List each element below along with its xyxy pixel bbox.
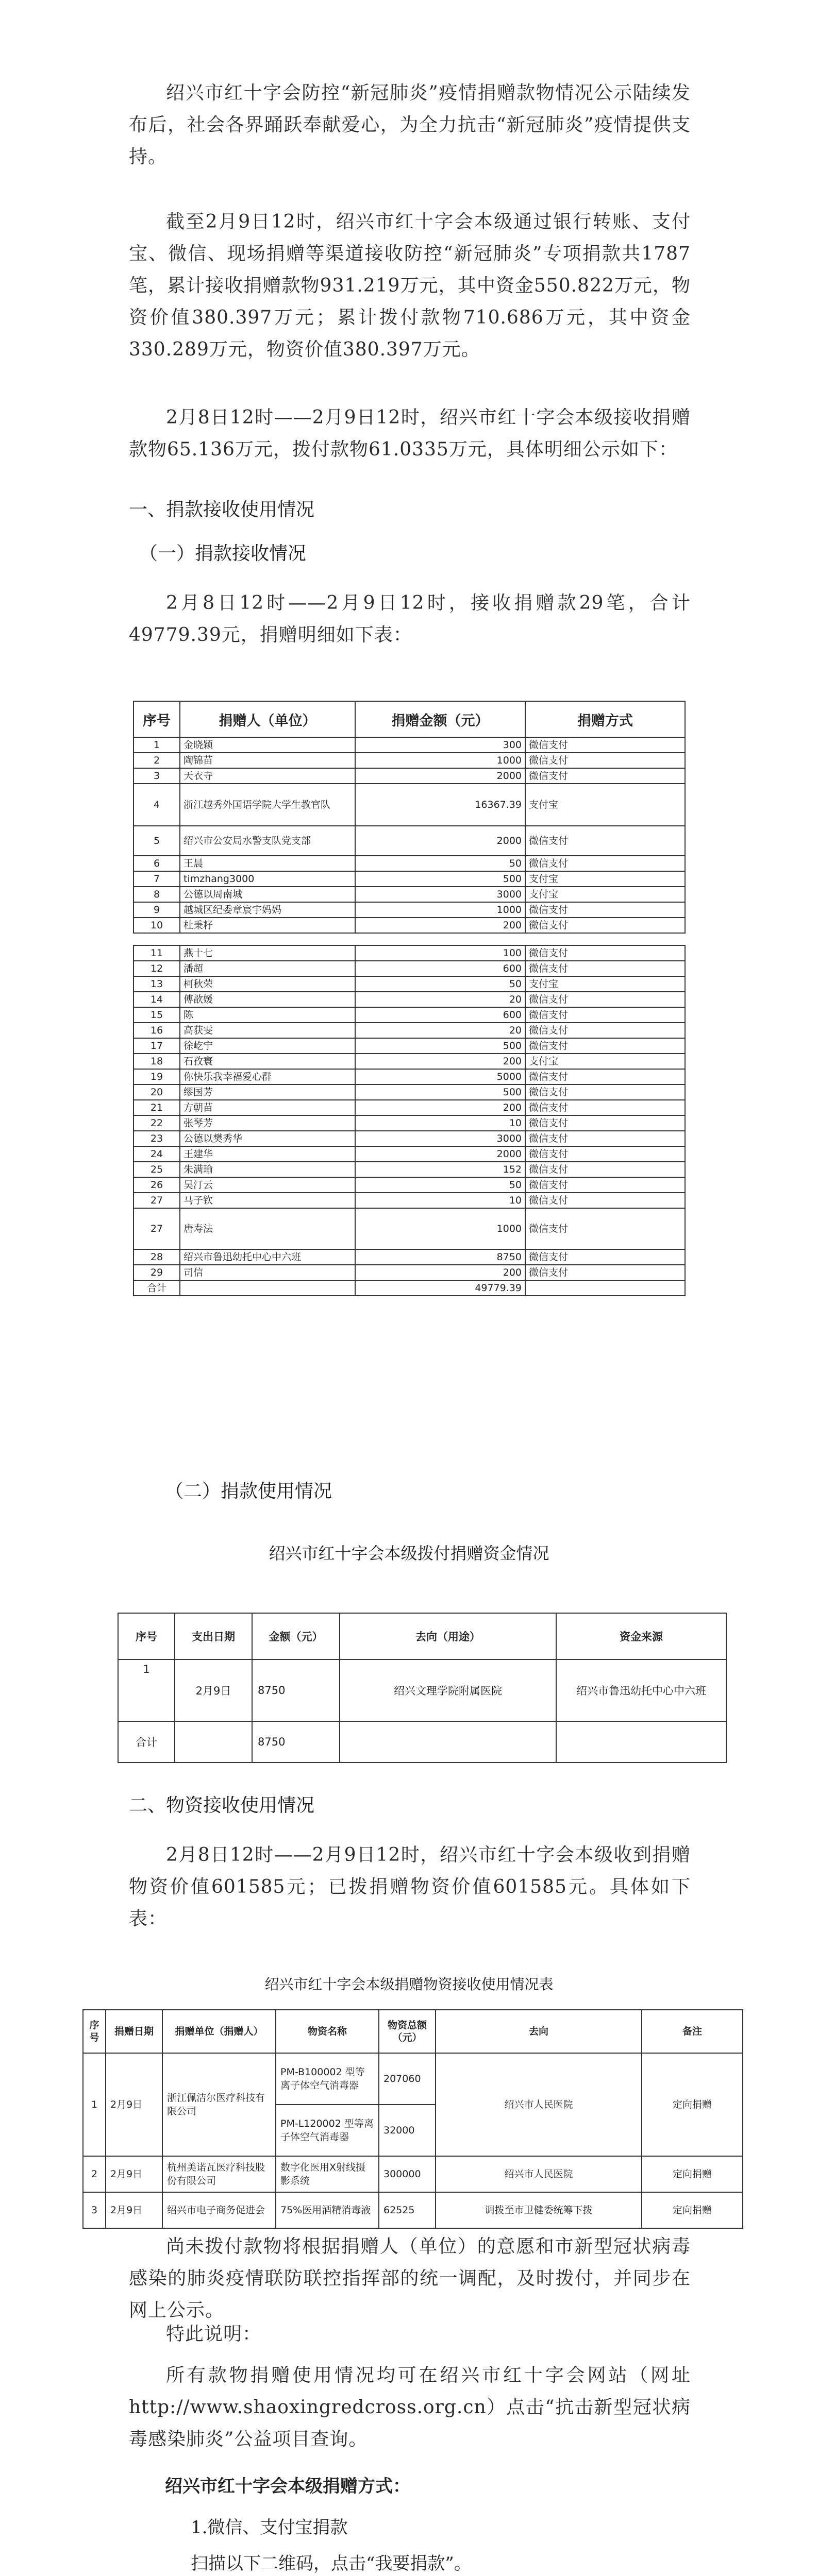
- cell-source: 绍兴市鲁迅幼托中心中六班: [556, 1659, 726, 1721]
- total-label: 合计: [118, 1721, 175, 1762]
- cell-amount: 62525: [379, 2192, 436, 2228]
- cell-amount: 600: [355, 961, 525, 976]
- empty-cell: [556, 1721, 726, 1762]
- table-row: [133, 826, 685, 856]
- table-row: [133, 1177, 685, 1193]
- table-row: [133, 768, 685, 784]
- cell-method: 微信支付: [525, 1069, 685, 1084]
- cell-no: 27: [133, 1193, 180, 1208]
- table-row: [133, 1131, 685, 1146]
- table-row: [133, 1084, 685, 1100]
- table2-title: 绍兴市红十字会本级拨付捐赠资金情况: [269, 1544, 549, 1563]
- cell-no: 15: [133, 1007, 180, 1023]
- cell-donor: 公德以樊秀华: [180, 1131, 355, 1146]
- cell-amount: 20: [355, 1023, 525, 1038]
- table-row: [133, 856, 685, 871]
- table-row: [83, 2053, 743, 2105]
- donate-method-1: 1.微信、支付宝捐款: [191, 2517, 348, 2538]
- cell-method: 支付宝: [525, 871, 685, 887]
- section1-sub1: （一）捐款接收情况: [139, 543, 307, 564]
- cell-amount: 8750: [355, 1249, 525, 1265]
- cell-donor: 司信: [180, 1265, 355, 1280]
- cell-method: 支付宝: [525, 887, 685, 902]
- total-value: 8750: [252, 1721, 340, 1762]
- header-donor: 捐赠单位（捐赠人）: [162, 2010, 276, 2053]
- total-value: 49779.39: [355, 1280, 525, 1296]
- cell-amount: 3000: [355, 1131, 525, 1146]
- cell-method: 微信支付: [525, 1177, 685, 1193]
- cell-no: 8: [133, 887, 180, 902]
- cell-no: 7: [133, 871, 180, 887]
- empty-cell: [525, 933, 685, 945]
- cell-donor: 绍兴市电子商务促进会: [162, 2192, 276, 2228]
- cell-donor: 马子钦: [180, 1193, 355, 1208]
- cell-method: 微信支付: [525, 1146, 685, 1162]
- cell-note: 定向捐赠: [642, 2053, 743, 2156]
- cell-no: 17: [133, 1038, 180, 1054]
- cell-item: PM-L120002 型等离子体空气消毒器: [276, 2105, 379, 2156]
- cell-no: 28: [133, 1249, 180, 1265]
- cell-amount: 300: [355, 737, 525, 753]
- cell-method: 微信支付: [525, 1249, 685, 1265]
- cell-donor: 天衣寺: [180, 768, 355, 784]
- cell-item: 数字化医用X射线摄影系统: [276, 2156, 379, 2192]
- table-row: [133, 1249, 685, 1265]
- table-total-row: [118, 1721, 726, 1762]
- header-method: 捐赠方式: [525, 701, 685, 737]
- cell-amount: 200: [355, 1054, 525, 1069]
- cell-method: 微信支付: [525, 1162, 685, 1177]
- empty-cell: [355, 933, 525, 945]
- cell-method: 微信支付: [525, 1265, 685, 1280]
- empty-cell: [180, 1280, 355, 1296]
- cell-method: 微信支付: [525, 918, 685, 933]
- cell-donor: 浙江越秀外国语学院大学生教官队: [180, 784, 355, 826]
- note-label: 特此说明：: [166, 2324, 262, 2345]
- header-no: 序号: [133, 701, 180, 737]
- pending-allocation-paragraph: 尚未拨付款物将根据捐赠人（单位）的意愿和市新型冠状病毒感染的肺炎疫情联防联控指挥部的统一调配，及时拨付，并同步在网上公示。: [129, 2236, 691, 2321]
- table-row: [133, 961, 685, 976]
- cell-donor: 燕十七: [180, 945, 355, 961]
- header-total: 物资总额（元）: [379, 2010, 436, 2053]
- cell-amount: 3000: [355, 887, 525, 902]
- intro-paragraph-2: 截至2月9日12时，绍兴市红十字会本级通过银行转账、支付宝、微信、现场捐赠等渠道接收防控“新冠肺炎”专项捐款共1787笔，累计接收捐赠款物931.219万元，其中资金550.822万元，物资价值380.397万元；累计拨付款物710.686万元，其中资金330.289万元，物资价值380.397万元。: [129, 211, 691, 360]
- cell-no: 10: [133, 918, 180, 933]
- table-row: [133, 1162, 685, 1177]
- cell-no: 3: [133, 768, 180, 784]
- table-row: [133, 976, 685, 992]
- cell-donor: 柯秋荣: [180, 976, 355, 992]
- cell-amount: 500: [355, 871, 525, 887]
- cell-amount: 50: [355, 856, 525, 871]
- header-no: 序号: [83, 2010, 106, 2053]
- total-label: 合计: [133, 1280, 180, 1296]
- table-row: [133, 871, 685, 887]
- cell-amount: 8750: [252, 1659, 340, 1721]
- cell-no: 1: [133, 737, 180, 753]
- cell-destination: 绍兴市人民医院: [436, 2053, 642, 2156]
- cell-amount: 50: [355, 976, 525, 992]
- table-row: [133, 1007, 685, 1023]
- cell-no: 25: [133, 1162, 180, 1177]
- cell-donor: 陈: [180, 1007, 355, 1023]
- header-destination: 去向: [436, 2010, 642, 2053]
- cell-donor: 王建华: [180, 1146, 355, 1162]
- cell-no: 19: [133, 1069, 180, 1084]
- cell-no: 4: [133, 784, 180, 826]
- header-destination: 去向（用途）: [340, 1613, 556, 1659]
- website-query-paragraph: 所有款物捐赠使用情况均可在绍兴市红十字会网站（网址http://www.shaoxingredcross.org.cn）点击“抗击新型冠状病毒感染肺炎”公益项目查询。: [129, 2365, 691, 2450]
- cell-no: 3: [83, 2192, 106, 2228]
- cell-method: 微信支付: [525, 1038, 685, 1054]
- table-total-row: [133, 1280, 685, 1296]
- cell-donor: 张琴芳: [180, 1115, 355, 1131]
- material-table: [82, 2009, 743, 2229]
- table-header-row: [83, 2010, 743, 2053]
- table-header-row: [118, 1613, 726, 1659]
- cell-amount: 20: [355, 992, 525, 1007]
- donate-title: 绍兴市红十字会本级捐赠方式：: [165, 2476, 410, 2497]
- cell-donor: 浙江佩洁尔医疗科技有限公司: [162, 2053, 276, 2156]
- section1-sub2: （二）捐款使用情况: [165, 1481, 332, 1502]
- cell-date: 2月9日: [106, 2156, 162, 2192]
- cell-method: 微信支付: [525, 992, 685, 1007]
- cell-no: 13: [133, 976, 180, 992]
- cell-donor: 绍兴市公安局水警支队党支部: [180, 826, 355, 856]
- empty-cell: [180, 933, 355, 945]
- table-row: [133, 1265, 685, 1280]
- cell-donor: 王晨: [180, 856, 355, 871]
- cell-no: 12: [133, 961, 180, 976]
- intro-paragraph-1: 绍兴市红十字会防控“新冠肺炎”疫情捐赠款物情况公示陆续发布后，社会各界踊跃奉献爱心，为全力抗击“新冠肺炎”疫情提供支持。: [129, 82, 691, 167]
- cell-amount: 2000: [355, 1146, 525, 1162]
- cell-amount: 500: [355, 1038, 525, 1054]
- cell-method: 微信支付: [525, 856, 685, 871]
- cell-donor: 金晓颖: [180, 737, 355, 753]
- header-date: 捐赠日期: [106, 2010, 162, 2053]
- table-row: [83, 2192, 743, 2228]
- cell-method: 支付宝: [525, 784, 685, 826]
- cell-method: 支付宝: [525, 976, 685, 992]
- cell-amount: 300000: [379, 2156, 436, 2192]
- cell-amount: 200: [355, 1100, 525, 1115]
- intro-paragraph-3: 2月8日12时——2月9日12时，绍兴市红十字会本级接收捐赠款物65.136万元，拨付款物61.0335万元，具体明细公示如下：: [129, 407, 691, 460]
- cell-method: 微信支付: [525, 1131, 685, 1146]
- cell-method: 微信支付: [525, 1084, 685, 1100]
- cell-donor: 杭州美诺瓦医疗科技股份有限公司: [162, 2156, 276, 2192]
- cell-donor: 高获雯: [180, 1023, 355, 1038]
- header-note: 备注: [642, 2010, 743, 2053]
- table-row: [133, 1023, 685, 1038]
- cell-amount: 10: [355, 1115, 525, 1131]
- empty-cell: [133, 933, 180, 945]
- empty-cell: [340, 1721, 556, 1762]
- cell-no: 23: [133, 1131, 180, 1146]
- cell-method: 微信支付: [525, 1193, 685, 1208]
- cell-amount: 5000: [355, 1069, 525, 1084]
- cell-method: 微信支付: [525, 826, 685, 856]
- cell-amount: 16367.39: [355, 784, 525, 826]
- cell-method: 支付宝: [525, 1054, 685, 1069]
- cell-method: 微信支付: [525, 945, 685, 961]
- cell-donor: 石孜寰: [180, 1054, 355, 1069]
- cell-no: 24: [133, 1146, 180, 1162]
- cell-donor: 缪国芳: [180, 1084, 355, 1100]
- cell-method: 微信支付: [525, 1007, 685, 1023]
- cell-method: 微信支付: [525, 753, 685, 768]
- cell-amount: 1000: [355, 753, 525, 768]
- cell-date: 2月9日: [106, 2192, 162, 2228]
- cell-method: 微信支付: [525, 768, 685, 784]
- cell-no: 6: [133, 856, 180, 871]
- cell-donor: 越城区纪委章宸宇妈妈: [180, 902, 355, 918]
- cell-destination: 调拨至市卫健委统筹下拨: [436, 2192, 642, 2228]
- cell-amount: 100: [355, 945, 525, 961]
- cell-no: 22: [133, 1115, 180, 1131]
- cell-no: 2: [133, 753, 180, 768]
- cell-no: 29: [133, 1265, 180, 1280]
- cell-no: 20: [133, 1084, 180, 1100]
- section2-title: 二、物资接收使用情况: [129, 1795, 315, 1816]
- cell-donor: 吴汀云: [180, 1177, 355, 1193]
- cell-amount: 2000: [355, 826, 525, 856]
- cell-no: 2: [83, 2156, 106, 2192]
- cell-date: 2月9日: [106, 2053, 162, 2156]
- header-date: 支出日期: [175, 1613, 252, 1659]
- section1-title: 一、捐款接收使用情况: [129, 499, 315, 520]
- cell-donor: 陶锦苗: [180, 753, 355, 768]
- header-item: 物资名称: [276, 2010, 379, 2053]
- cell-amount: 600: [355, 1007, 525, 1023]
- cell-destination: 绍兴文理学院附属医院: [340, 1659, 556, 1721]
- cell-note: 定向捐赠: [642, 2156, 743, 2192]
- cell-donor: 公德以周南城: [180, 887, 355, 902]
- cell-donor: 杜秉籽: [180, 918, 355, 933]
- table-row: [133, 1115, 685, 1131]
- table-row: [133, 945, 685, 961]
- cell-method: 微信支付: [525, 961, 685, 976]
- cell-destination: 绍兴市人民医院: [436, 2156, 642, 2192]
- cell-no: 11: [133, 945, 180, 961]
- table-row: [133, 1146, 685, 1162]
- cell-no: 1: [83, 2053, 106, 2156]
- header-donor: 捐赠人（单位）: [180, 701, 355, 737]
- cell-no: 14: [133, 992, 180, 1007]
- table-row: [133, 753, 685, 768]
- header-amount: 捐赠金额（元）: [355, 701, 525, 737]
- table-row: [133, 784, 685, 826]
- table-row: [133, 918, 685, 933]
- donate-method-1-desc: 扫描以下二维码，点击“我要捐款”。: [191, 2553, 472, 2574]
- cell-no: 1: [118, 1659, 175, 1721]
- cell-amount: 1000: [355, 902, 525, 918]
- cell-method: 微信支付: [525, 902, 685, 918]
- cell-date: 2月9日: [175, 1659, 252, 1721]
- table-row: [133, 887, 685, 902]
- donation-summary-paragraph: 2月8日12时——2月9日12时，接收捐赠款29笔，合计49779.39元，捐赠明细如下表：: [129, 592, 691, 646]
- cell-no: 18: [133, 1054, 180, 1069]
- table-header-row: [133, 701, 685, 737]
- header-source: 资金来源: [556, 1613, 726, 1659]
- cell-no: 16: [133, 1023, 180, 1038]
- cell-donor: 绍兴市鲁迅幼托中心中六班: [180, 1249, 355, 1265]
- table-spacer-row: [133, 933, 685, 945]
- table-row: [83, 2156, 743, 2192]
- table-row: [133, 1208, 685, 1249]
- cell-donor: timzhang3000: [180, 871, 355, 887]
- cell-donor: 傅歆媛: [180, 992, 355, 1007]
- table-row: [133, 902, 685, 918]
- fund-usage-table: [118, 1613, 727, 1763]
- donation-table: [133, 701, 686, 1296]
- table-row: [133, 1100, 685, 1115]
- table-row: [133, 1069, 685, 1084]
- table-row: [133, 992, 685, 1007]
- empty-cell: [175, 1721, 252, 1762]
- cell-note: 定向捐赠: [642, 2192, 743, 2228]
- cell-donor: 潘超: [180, 961, 355, 976]
- cell-donor: 你快乐我幸福爱心群: [180, 1069, 355, 1084]
- cell-method: 微信支付: [525, 1208, 685, 1249]
- cell-method: 微信支付: [525, 1100, 685, 1115]
- table-row: [133, 737, 685, 753]
- cell-no: 27: [133, 1208, 180, 1249]
- cell-method: 微信支付: [525, 737, 685, 753]
- cell-no: 9: [133, 902, 180, 918]
- cell-donor: 朱满瑜: [180, 1162, 355, 1177]
- cell-no: 5: [133, 826, 180, 856]
- cell-method: 微信支付: [525, 1023, 685, 1038]
- cell-no: 21: [133, 1100, 180, 1115]
- cell-method: 微信支付: [525, 1115, 685, 1131]
- cell-amount: 152: [355, 1162, 525, 1177]
- cell-amount: 50: [355, 1177, 525, 1193]
- cell-donor: 方朝苗: [180, 1100, 355, 1115]
- cell-donor: 徐屹宁: [180, 1038, 355, 1054]
- cell-amount: 1000: [355, 1208, 525, 1249]
- cell-item: 75%医用酒精消毒液: [276, 2192, 379, 2228]
- cell-amount: 10: [355, 1193, 525, 1208]
- cell-amount: 500: [355, 1084, 525, 1100]
- empty-cell: [525, 1280, 685, 1296]
- cell-amount: 32000: [379, 2105, 436, 2156]
- cell-amount: 200: [355, 918, 525, 933]
- cell-amount: 207060: [379, 2053, 436, 2105]
- cell-amount: 2000: [355, 768, 525, 784]
- table-row: [133, 1038, 685, 1054]
- table3-title: 绍兴市红十字会本级捐赠物资接收使用情况表: [264, 1976, 554, 1993]
- table-row: [133, 1193, 685, 1208]
- cell-donor: 唐寿法: [180, 1208, 355, 1249]
- table-row: [133, 1054, 685, 1069]
- cell-item: PM-B100002 型等离子体空气消毒器: [276, 2053, 379, 2105]
- table-row: [118, 1659, 726, 1721]
- material-summary-paragraph: 2月8日12时——2月9日12时，绍兴市红十字会本级收到捐赠物资价值601585元；已拨捐赠物资价值601585元。具体如下表：: [129, 1844, 691, 1929]
- cell-amount: 200: [355, 1265, 525, 1280]
- header-no: 序号: [118, 1613, 175, 1659]
- cell-no: 26: [133, 1177, 180, 1193]
- header-amount: 金额（元）: [252, 1613, 340, 1659]
